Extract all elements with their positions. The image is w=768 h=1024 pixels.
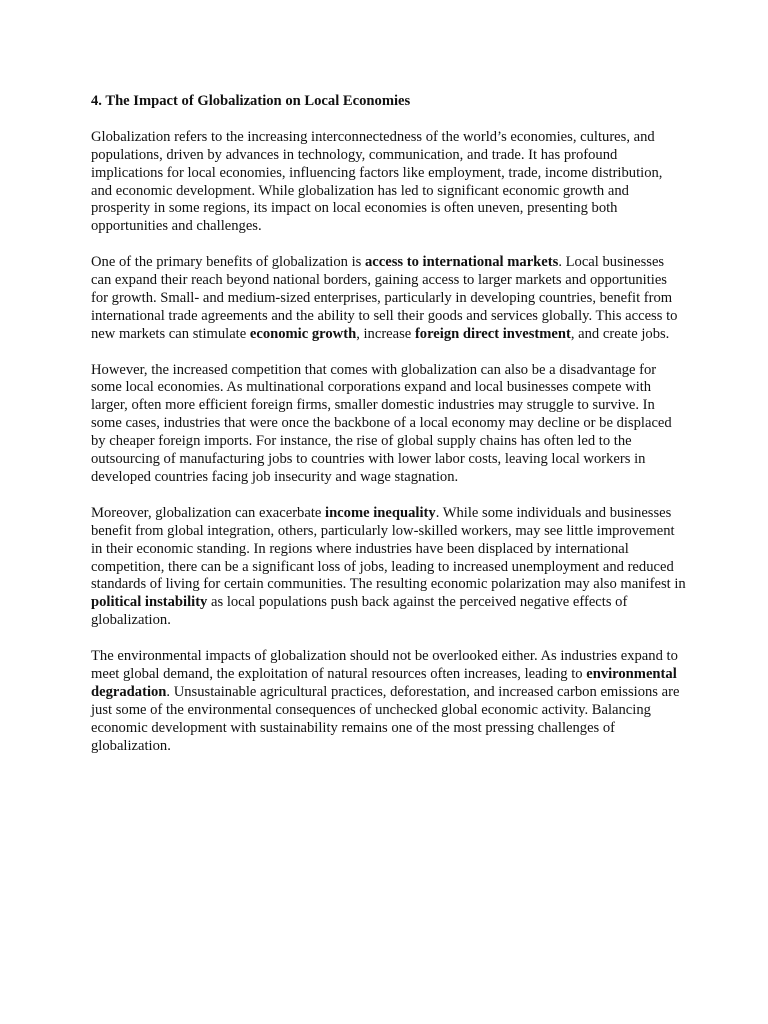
text-run: The environmental impacts of globalization should not be overlooked either. As industries expand to meet global demand, the exploitation of natural resources often increases, leading to bbox=[91, 648, 678, 682]
bold-term: environmental degradation bbox=[91, 665, 677, 700]
section-heading: 4. The Impact of Globalization on Local Economies bbox=[91, 93, 411, 109]
text-run: One of the primary benefits of globalization is bbox=[91, 254, 365, 271]
bold-term: access to international markets bbox=[364, 254, 559, 271]
paragraph-competition bbox=[91, 362, 687, 487]
text-run: . While some individuals and businesses benefit from global integration, others, particularly low-skilled workers, may see little improvement in their economic standing. In regions where industries have been displaced by international competition, there can be a significant loss of jobs, leading to increased unemployment and reduced standards of living for certain communities. The resulting economic polarization may also manifest in bbox=[91, 504, 686, 593]
text-run: , and create jobs. bbox=[570, 325, 670, 342]
text-run: . Unsustainable agricultural practices, deforestation, and increased carbon emissions are just some of the environmental consequences of unchecked global economic activity. Balancing economic development with sustainability remains one of the most pressing challenges of globalization. bbox=[91, 683, 680, 754]
paragraph-environment bbox=[91, 648, 687, 755]
paragraph-inequality bbox=[91, 505, 687, 630]
bold-term: economic growth bbox=[249, 325, 357, 342]
paragraph-intro bbox=[91, 129, 687, 236]
bold-term: foreign direct investment bbox=[414, 325, 571, 342]
text-run: Globalization refers to the increasing interconnectedness of the world’s economies, cultures, and populations, driven by advances in technology, communication, and trade. It has profound implications for local economies, influencing factors like employment, trade, income distribution, and economic development. While globalization has led to significant economic growth and prosperity in some regions, its impact on local economies is often uneven, presenting both opportunities and challenges. bbox=[91, 128, 663, 235]
paragraph-market-access bbox=[91, 254, 687, 344]
bold-term: income inequality bbox=[325, 504, 436, 521]
text-run: as local populations push back against the perceived negative effects of globalization. bbox=[91, 594, 628, 629]
text-run: Moreover, globalization can exacerbate bbox=[91, 504, 326, 521]
document-page bbox=[91, 93, 687, 773]
text-run: . Local businesses can expand their reach beyond national borders, gaining access to larger markets and opportunities for growth. Small- and medium-sized enterprises, particularly in developing countries, benefit from international trade agreements and the ability to sell their goods and services globally. This access to new markets can stimulate bbox=[91, 254, 678, 342]
text-run: , increase bbox=[356, 325, 415, 342]
text-run: However, the increased competition that comes with globalization can also be a disadvantage for some local economies. As multinational corporations expand and local businesses compete with larger, often more efficient foreign firms, smaller domestic industries may struggle to survive. In some cases, industries that were once the backbone of a local economy may decline or be displaced by cheaper foreign imports. For instance, the rise of global supply chains has often led to the outsourcing of manufacturing jobs to countries with lower labor costs, leaving local workers in developed countries facing job insecurity and wage stagnation. bbox=[91, 361, 672, 485]
bold-term: political instability bbox=[91, 594, 208, 611]
